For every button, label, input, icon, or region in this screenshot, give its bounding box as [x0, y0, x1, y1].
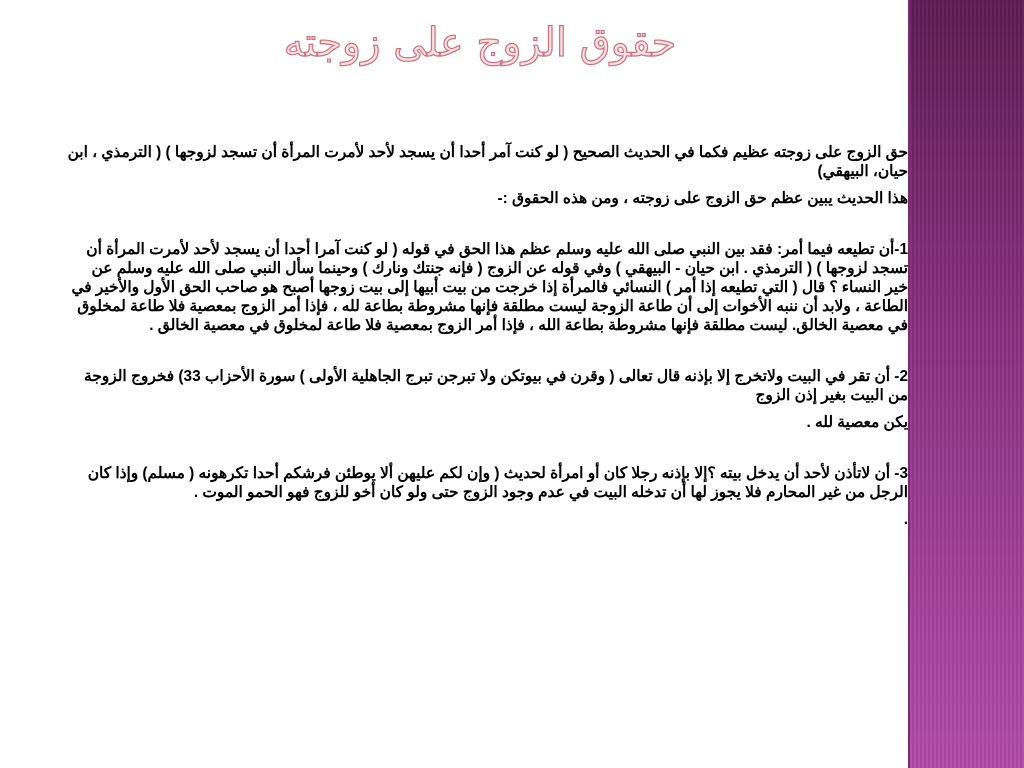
paragraph-end-dot: . [903, 511, 908, 528]
paragraph-intro: حق الزوج على زوجته عظيم فكما في الحديث الصحيح ( لو كنت آمر أحدا أن يسجد لأحد لأمرت المرأة أن تسجد لزوجها ) ( الترمذي ، ابن حيان، البيهقي) [67, 144, 908, 180]
slide-title-box [60, 20, 900, 66]
divider-line [908, 0, 910, 768]
paragraph-right-3: 3- أن لاتأذن لأحد أن يدخل بيته ؟إلا بإذنه رجلا كان أو امرأة لحديث ( وإن لكم عليهن ألا يوطئن فرشكم أحدا تكرهونه ( مسلم) وإذا كان الرجل من غير المحارم فلا يجوز لها أن تدخله البيت في عدم وجود الزوج حتى ولو كان أخو للزوج فهو الحمو الموت . [87, 465, 908, 501]
paragraph-right-2-cont: يكن معصية لله . [806, 414, 908, 431]
decorative-side-bar [910, 0, 1024, 768]
slide-content [66, 143, 908, 537]
paragraph-lead: هذا الحديث يبين عظم حق الزوج على زوجته ، ومن هذه الحقوق :- [497, 190, 908, 207]
slide-title: حقوق الزوج على زوجته [283, 20, 677, 66]
paragraph-right-1: 1-أن تطيعه فيما أمر: فقد بين النبي صلى الله عليه وسلم عظم هذا الحق في قوله ( لو كنت آمرا أحدا أن يسجد لأحد لأمرت المرأة أن تسجد لزوجها ) ( الترمذي . ابن حيان - البيهقي ) وفي قوله عن الزوج ( فإنه جنتك ونارك ) وحينما سأل النبي صلى الله عليه وسلم عن خير النساء ؟ قال ( التي تطيعه إذا أمر ) النسائي فالمرأة إذا خرجت من بيت أبيها إلى بيت زوجها أصبح هو صاحب الحق الأول والأخير في الطاعة ، ولابد أن ننبه الأخوات إلى أن طاعة الزوجة ليست مطلقة فإنها مشروطة بطاعة لله ، فإذا أمر الزوج بمعصية فلا طاعة لمخلوق في معصية الخالق. ليست مطلقة فإنها مشروطة بطاعة الله ، فإذا أمر الزوج بمعصية فلا طاعة لمخلوق في معصية الخالق . [71, 241, 908, 334]
paragraph-right-2: 2- أن تقر في البيت ولاتخرج إلا بإذنه قال تعالى ( وقرن في بيوتكن ولا تبرجن تبرج الجاهلية الأولى ) سورة الأحزاب 33) فخروج الزوجة من البيت بغير إذن الزوج [84, 368, 908, 404]
